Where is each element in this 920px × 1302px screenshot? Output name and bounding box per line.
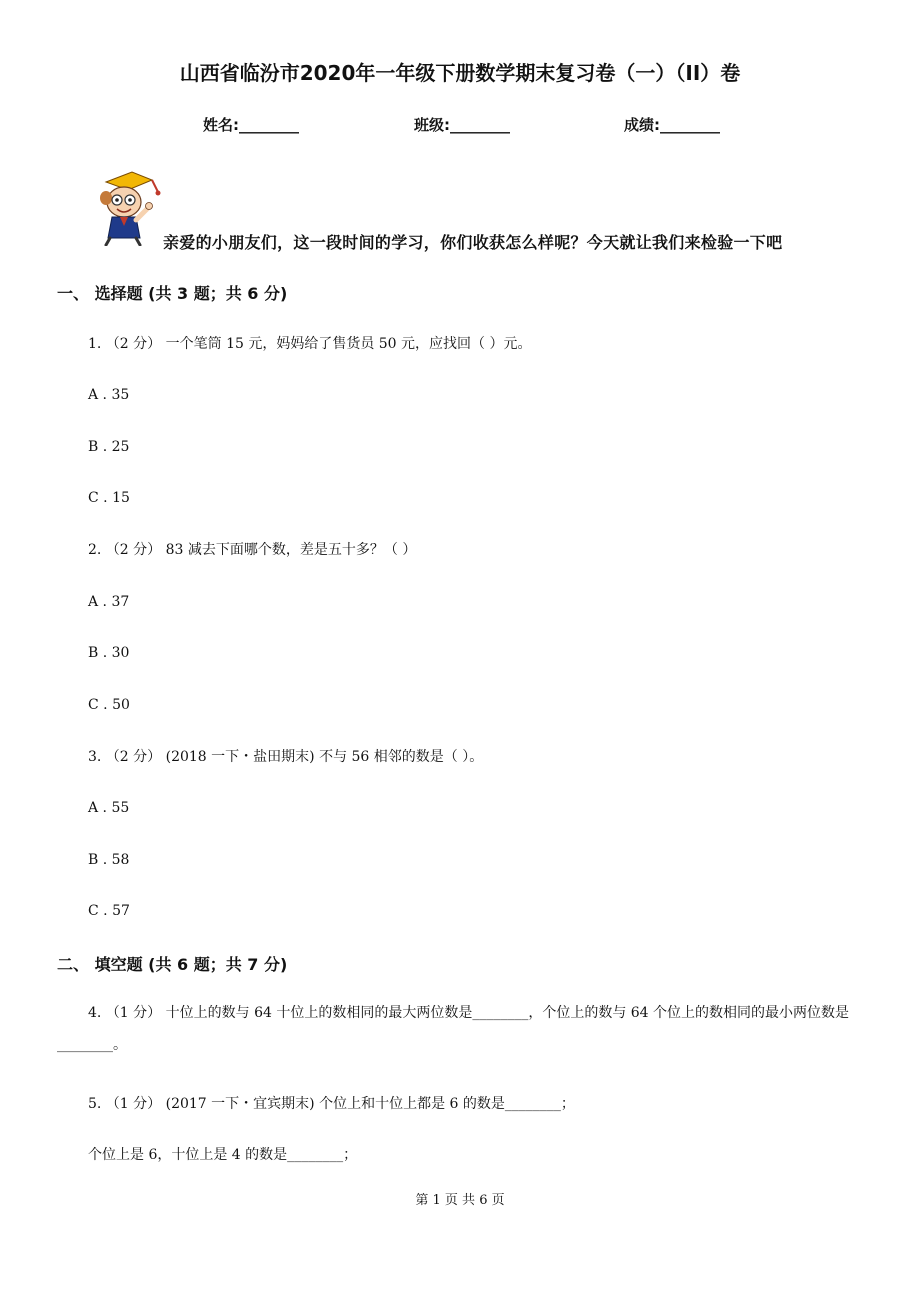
question-2-option-b: B . 30 [88,645,130,661]
page-footer: 第 1 页 共 6 页 [415,1193,505,1208]
question-3-option-c: C . 57 [88,903,130,919]
question-3-option-b: B . 58 [88,852,130,868]
question-1: 1. （2 分） 一个笔筒 15 元，妈妈给了售货员 50 元，应找回（ ）元。 [88,336,532,352]
name-field: 姓名:________ [203,116,299,134]
mascot-icon [92,168,164,246]
intro-text: 亲爱的小朋友们，这一段时间的学习，你们收获怎么样呢？今天就让我们来检验一下吧 [163,233,783,252]
question-5-line-2: 个位上是 6，十位上是 4 的数是________； [88,1147,358,1163]
question-2-option-c: C . 50 [88,697,130,713]
question-2: 2. （2 分） 83 减去下面哪个数，差是五十多？（ ） [88,542,417,558]
question-1-option-a: A . 35 [88,387,130,403]
question-5: 5. （1 分） (2017 一下・宜宾期末) 个位上和十位上都是 6 的数是________； [88,1096,575,1112]
question-1-option-b: B . 25 [88,439,130,455]
question-3-option-a: A . 55 [88,800,130,816]
question-3: 3. （2 分） (2018 一下・盐田期末) 不与 56 相邻的数是（ ）。 [88,749,484,765]
question-2-option-a: A . 37 [88,594,130,610]
score-field: 成绩:________ [624,116,720,134]
class-field: 班级:________ [414,116,510,134]
page-title: 山西省临汾市2020年一年级下册数学期末复习卷（一）（II）卷 [179,61,741,85]
section-heading-choice: 一、 选择题 (共 3 题；共 6 分) [57,284,288,303]
section-heading-fill: 二、 填空题 (共 6 题；共 7 分) [57,955,288,974]
question-1-option-c: C . 15 [88,490,130,506]
question-4: 4. （1 分） 十位上的数与 64 十位上的数相同的最大两位数是________，个位上的数与 64 个位上的数相同的最小两位数是________。 [57,1005,850,1053]
